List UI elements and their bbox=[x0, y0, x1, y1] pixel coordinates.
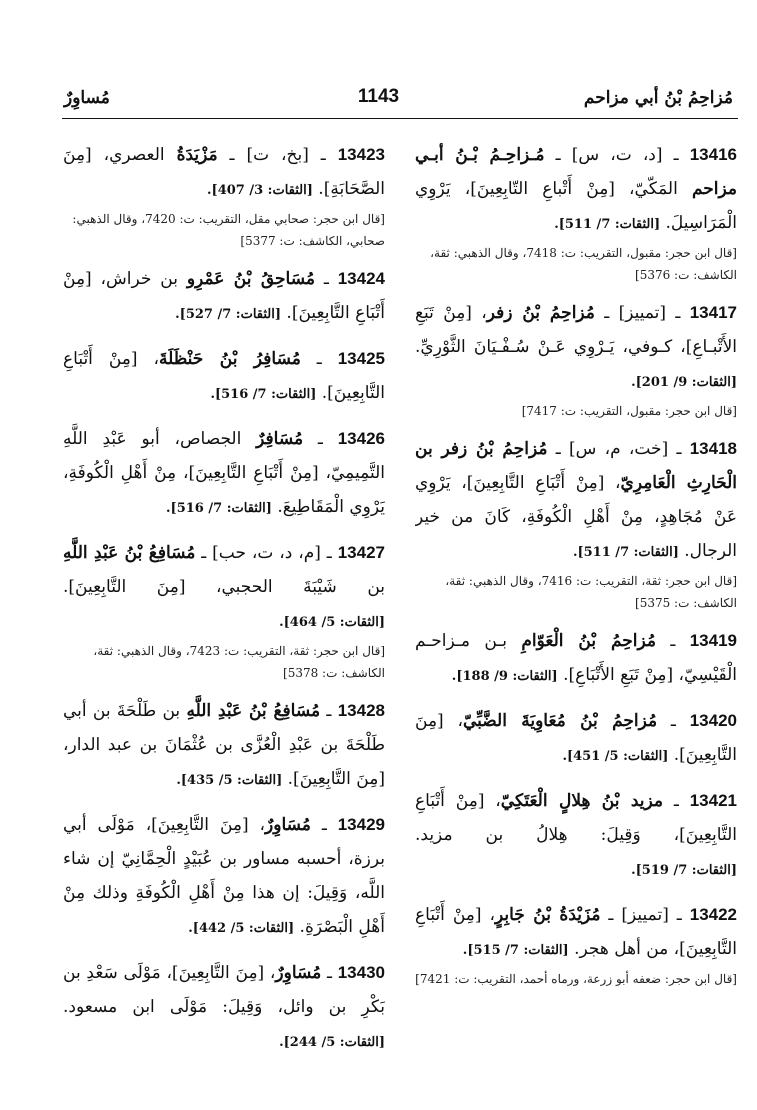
entry-text: العصري، [مِنَ الصَّحَابَةِ]. bbox=[63, 145, 385, 199]
entry-name: مُسَافِعُ بْنُ عَبْدِ اللَّهِ bbox=[63, 543, 196, 563]
entry-sources: ـ [م، د، ت، حب] ـ bbox=[195, 543, 338, 563]
entry-name: مُسَافِرُ بْنُ حَنْظَلَةَ bbox=[158, 349, 301, 369]
entry-13425 bbox=[63, 342, 385, 412]
entry-13422 bbox=[415, 898, 737, 990]
entry-sources: ـ [تمييز] ـ bbox=[600, 905, 690, 925]
entry-note: [قال ابن حجر: صحابي مقل، التقريب: ت: 7420، وقال الذهبي: صحابي، الكاشف: ت: 5377] bbox=[72, 212, 385, 248]
entry-text: المَكّيّ، [مِنْ أَتْباعِ التّابِعِينَ]، يَرْوِي الْمَرَاسِيلَ. bbox=[415, 179, 737, 233]
entry-13426 bbox=[63, 422, 385, 526]
right-column bbox=[415, 138, 737, 1073]
entry-text: بـن مـزاحـم الْقَيْسِيّ، [مِنْ تَبَعِ الأَتْبَاعِ]. bbox=[415, 631, 737, 685]
entry-body bbox=[415, 432, 737, 570]
entry-sources: ـ bbox=[321, 963, 338, 983]
entry-13419 bbox=[415, 624, 737, 694]
entry-number: 13416 bbox=[689, 145, 737, 164]
entry-text: ، [مِنْ أَتْبَاعِ التَّابِعِينَ]، وَقِيلَ: هِلالُ بن مزيد. bbox=[415, 791, 737, 845]
entry-text: ، [مِنْ تَبَعِ الأَتْبـاعِ]، كـوفي، يَـرْوِي عَـنْ سُـفْـيَانَ الثَّوْرِيِّ. bbox=[415, 303, 737, 357]
entry-13424 bbox=[63, 262, 385, 332]
entry-sources: ـ bbox=[657, 711, 690, 731]
entry-text: ، [مِنَ التَّابِعِينَ]، مَوْلَى سَعْدِ بن بَكْرِ بن وائل، وَقِيلَ: مَوْلَى ابن مسعود. bbox=[63, 963, 385, 1017]
entry-number: 13426 bbox=[337, 429, 385, 448]
entry-number: 13418 bbox=[689, 439, 737, 458]
entry-sources: ـ [تمييز] ـ bbox=[594, 303, 690, 323]
entry-name: مُسَاوِرٌ bbox=[265, 815, 311, 835]
entry-note: [قال ابن حجر: ثقة، التقريب: ت: 7416، وقال الذهبي: ثقة، الكاشف: ت: 5375] bbox=[445, 574, 737, 610]
entry-reference: [الثقات: 9/ 188]. bbox=[451, 669, 558, 684]
entry-body bbox=[63, 956, 385, 1060]
entry-reference: [الثقات: 7/ 519]. bbox=[631, 863, 737, 878]
entry-13420 bbox=[415, 704, 737, 774]
entry-body bbox=[63, 262, 385, 332]
entry-body bbox=[415, 138, 737, 242]
entry-reference: [الثقات: 7/ 511]. bbox=[572, 545, 679, 560]
entry-number: 13424 bbox=[337, 269, 385, 288]
entry-name: مُزَيْدَةُ بْنُ جَابِرٍ bbox=[495, 905, 601, 925]
entry-name: مُسَافِرٌ bbox=[256, 429, 304, 449]
entry-body bbox=[63, 342, 385, 412]
entry-13423 bbox=[63, 138, 385, 252]
running-title-right: مُزاحِمُ بْنُ أبي مزاحم bbox=[583, 88, 733, 108]
entry-name: مُسَافِعُ بْنُ عَبْدِ اللَّهِ bbox=[186, 701, 321, 721]
entry-sources: ـ bbox=[300, 349, 338, 369]
entry-sources: ـ bbox=[320, 701, 338, 721]
entry-text: ، [مِنْ أَتْبَاعِ التَّابِعِينَ]. bbox=[63, 349, 385, 403]
entry-text: بن خراش، [مِنْ أَتْبَاعِ التَّابِعِينَ]. bbox=[63, 269, 385, 323]
entry-13417 bbox=[415, 296, 737, 422]
entry-body bbox=[63, 422, 385, 526]
entry-reference: [الثقات: 5/ 451]. bbox=[562, 749, 669, 764]
entry-body bbox=[63, 808, 385, 946]
entry-body bbox=[415, 898, 737, 968]
entry-sources: ـ bbox=[663, 791, 690, 811]
entry-13427 bbox=[63, 536, 385, 684]
entry-sources: ـ bbox=[303, 429, 338, 449]
entry-reference: [الثقات: 5/ 464]. bbox=[279, 615, 385, 630]
running-title-left: مُساوِرٌ bbox=[64, 88, 110, 108]
entry-number: 13417 bbox=[689, 303, 737, 322]
entry-note: [قال ابن حجر: مقبول، التقريب: ت: 7418، وقال الذهبي: ثقة، الكاشف: ت: 5376] bbox=[430, 246, 737, 282]
page-number: 1143 bbox=[357, 86, 400, 107]
entry-name: مَزْيَدَةُ bbox=[176, 145, 218, 165]
entry-text: ، [مِنْ أَتْبَاعِ التَّابِعِينَ]، من أهل هجر. bbox=[415, 905, 737, 959]
entry-text: ، [مِنَ التَّابِعِينَ]. bbox=[415, 711, 737, 765]
entry-sources: ـ bbox=[656, 631, 690, 651]
entry-number: 13423 bbox=[337, 145, 385, 164]
entry-13416 bbox=[415, 138, 737, 286]
entry-reference: [الثقات: 3/ 407]. bbox=[207, 183, 313, 198]
entry-name: مُزاحِمُ بْنُ الْعَوّامِ bbox=[521, 631, 656, 651]
entry-number: 13428 bbox=[337, 701, 385, 720]
entry-sources: ـ [بخ، ت] ـ bbox=[217, 145, 338, 165]
entry-name: مزيد بْنُ هِلالٍ الْعَتَكِيّ bbox=[500, 791, 663, 811]
entry-body bbox=[63, 536, 385, 640]
entry-sources: ـ [خت، م، س] ـ bbox=[547, 439, 690, 459]
entry-13430 bbox=[63, 956, 385, 1060]
entry-note: [قال ابن حجر: ثقة، التقريب: ت: 7423، وقال الذهبي: ثقة، الكاشف: ت: 5378] bbox=[93, 644, 385, 680]
entry-text: ، [مِنْ أَتْبَاعِ التَّابِعِينَ]، يَرْوِي عَنْ مُجَاهِدٍ، مِنْ أَهْلِ الْكُوفَةِ، كَانَ من خير الرجال. bbox=[415, 473, 737, 561]
entry-sources: ـ [د، ت، س] ـ bbox=[544, 145, 690, 165]
entry-name: مُزاحِمُ بْنُ زفر بن الْحَارِثِ الْعَامِرِيّ bbox=[415, 439, 737, 493]
entry-reference: [الثقات: 5/ 435]. bbox=[176, 773, 283, 788]
entry-number: 13420 bbox=[689, 711, 737, 730]
entry-sources: ـ bbox=[314, 269, 338, 289]
entry-13421 bbox=[415, 784, 737, 888]
entry-13429 bbox=[63, 808, 385, 946]
entry-number: 13427 bbox=[337, 543, 385, 562]
entry-body bbox=[415, 784, 737, 888]
entry-reference: [الثقات: 7/ 515]. bbox=[462, 943, 569, 958]
entry-number: 13425 bbox=[337, 349, 385, 368]
entry-number: 13422 bbox=[689, 905, 737, 924]
entry-reference: [الثقات: 7/ 516]. bbox=[210, 387, 317, 402]
entry-reference: [الثقات: 5/ 442]. bbox=[188, 921, 295, 936]
entry-reference: [الثقات: 7/ 516]. bbox=[166, 501, 272, 516]
entry-13418 bbox=[415, 432, 737, 614]
entry-name: مُسَاحِقُ بْنُ عَمْرِو bbox=[186, 269, 315, 289]
entry-name: مُزاحِمُ بْنُ مُعَاوِيَةَ الضَّبِّيّ bbox=[462, 711, 658, 731]
entry-text: ، [مِنَ التَّابِعِينَ]، مَوْلَى أبي برزة، أحسبه مساور بن عُبَيْدٍ الْحِمَّانِيّ إن شاء اللَّه، وَقِيلَ: إن هذا مِنْ أَهْلِ الْكُوفَةِ وذلك مِنْ أَهْلِ الْبَصْرَةِ. bbox=[63, 815, 385, 937]
entry-text: الجصاص، أبو عَبْدِ اللَّهِ التَّمِيمِيّ، [مِنْ أَتْبَاعِ التَّابِعِينَ]، مِنْ أَهْلِ الْكُوفَةِ، يَرْوِي الْمَقَاطِيعَ. bbox=[63, 429, 385, 517]
entry-reference: [الثقات: 5/ 244]. bbox=[279, 1035, 385, 1050]
entry-reference: [الثقات: 7/ 527]. bbox=[175, 307, 282, 322]
entry-name: مُزاحِمُ بْنُ زفر bbox=[486, 303, 595, 323]
entry-13428 bbox=[63, 694, 385, 798]
entry-body bbox=[63, 694, 385, 798]
entry-note: [قال ابن حجر: مقبول، التقريب: ت: 7417] bbox=[521, 404, 737, 418]
entry-text: بن طَلْحَةَ بن أبي طَلْحَةَ بن عَبْدِ الْعُزَّى بن عُثْمَانَ بن عبد الدار، [مِنَ التَّابِعِينَ]. bbox=[63, 701, 385, 789]
entry-reference: [الثقات: 7/ 511]. bbox=[554, 217, 661, 232]
entry-name: مُـزاحِـمُ بْـنُ أبـي مزاحم bbox=[415, 145, 737, 199]
entry-text: بن شَيْبَةَ الحجبي، [مِنَ التَّابِعِينَ]. bbox=[63, 577, 385, 597]
left-column bbox=[63, 138, 385, 1073]
entry-name: مُسَاوِرٌ bbox=[275, 963, 322, 983]
header-rule bbox=[62, 118, 738, 119]
entry-reference: [الثقات: 9/ 201]. bbox=[631, 375, 737, 390]
entry-body bbox=[415, 704, 737, 774]
entry-note: [قال ابن حجر: ضعفه أبو زرعة، ورماه أحمد، التقريب: ت: 7421] bbox=[415, 972, 737, 986]
entry-body bbox=[63, 138, 385, 208]
entry-number: 13419 bbox=[689, 631, 737, 650]
entry-sources: ـ bbox=[310, 815, 338, 835]
entry-number: 13421 bbox=[689, 791, 737, 810]
entry-number: 13430 bbox=[337, 963, 385, 982]
entry-number: 13429 bbox=[337, 815, 385, 834]
entry-body bbox=[415, 296, 737, 400]
entry-body bbox=[415, 624, 737, 694]
